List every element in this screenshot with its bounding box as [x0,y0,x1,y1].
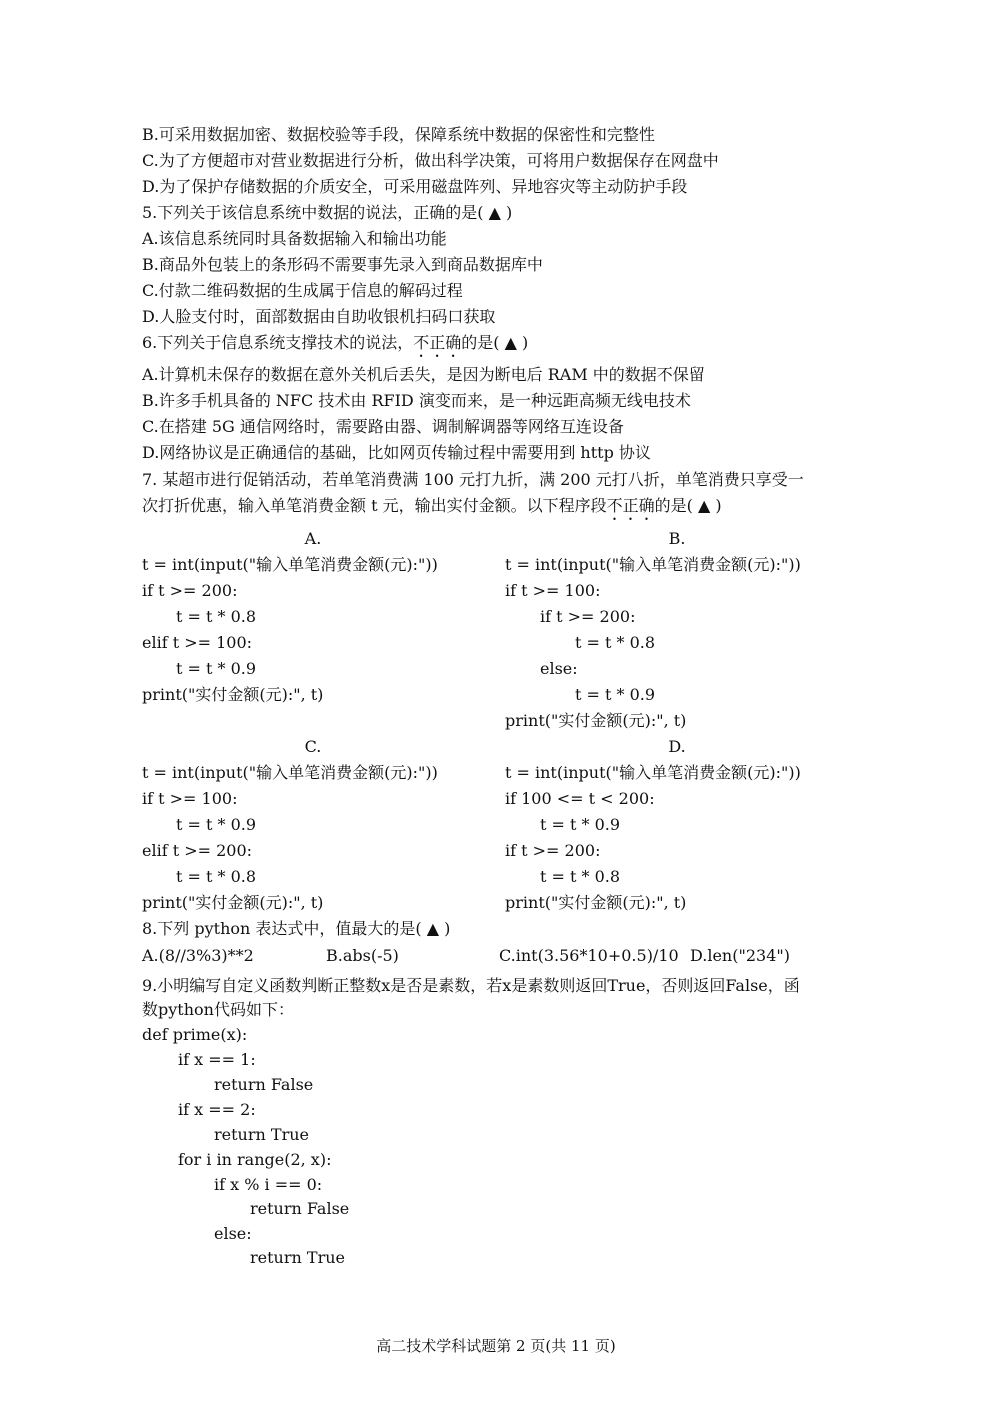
q8-option-d: D.len("234") [690,946,790,965]
q7-option-c-label: C. [304,737,322,756]
q7-b-code-line6: t = t * 0.9 [575,685,656,704]
q8-option-a: A.(8//3%3)**2 [142,946,254,965]
q5-option-a: A.该信息系统同时具备数据输入和输出功能 [142,229,447,248]
q6-option-a: A.计算机未保存的数据在意外关机后丢失，是因为断电后 RAM 中的数据不保留 [142,365,705,384]
q8-option-b: B.abs(-5) [326,946,399,965]
q8-stem: 8.下列 python 表达式中，值最大的是( ▲ ) [142,919,451,938]
q7-d-code-line4: if t >= 200: [505,841,601,860]
q9-code-line5: return True [214,1125,309,1144]
q5-option-b: B.商品外包装上的条形码不需要事先录入到商品数据库中 [142,255,543,274]
q9-code-line1: def prime(x): [142,1025,248,1044]
q6-option-c: C.在搭建 5G 通信网络时，需要路由器、调制解调器等网络互连设备 [142,417,624,436]
q7-c-code-line5: t = t * 0.8 [176,867,257,886]
q7-c-code-line2: if t >= 100: [142,789,238,808]
q7-a-code-line6: print("实付金额(元):", t) [142,685,324,704]
q9-code-line10: return True [250,1248,345,1267]
q7-b-code-line1: t = int(input("输入单笔消费金额(元):")) [505,555,801,574]
q7-b-code-line4: t = t * 0.8 [575,633,656,652]
q7-option-a-label: A. [304,529,322,548]
q7-b-code-line2: if t >= 100: [505,581,601,600]
q5-stem: 5.下列关于该信息系统中数据的说法，正确的是( ▲ ) [142,203,513,222]
q9-stem-line1: 9.小明编写自定义函数判断正整数x是否是素数，若x是素数则返回True，否则返回False，函 [142,976,800,995]
q9-code-line6: for i in range(2, x): [178,1150,332,1169]
q6-stem-post: 的是( ▲ ) [461,333,529,352]
q9-code-line8: return False [250,1199,350,1218]
q4-option-b: B.可采用数据加密、数据校验等手段，保障系统中数据的保密性和完整性 [142,125,655,144]
q9-code-line4: if x == 2: [178,1100,256,1119]
q9-code-line2: if x == 1: [178,1050,256,1069]
q7-stem-emphasis: 不正确 [606,496,655,515]
q9-code-line9: else: [214,1224,252,1243]
q7-a-code-line1: t = int(input("输入单笔消费金额(元):")) [142,555,438,574]
page-footer: 高二技术学科试题第 2 页(共 11 页) [376,1337,616,1355]
q7-option-b-label: B. [668,529,686,548]
q7-a-code-line2: if t >= 200: [142,581,238,600]
q6-stem [142,333,528,361]
q5-option-c: C.付款二维码数据的生成属于信息的解码过程 [142,281,463,300]
q7-d-code-line1: t = int(input("输入单笔消费金额(元):")) [505,763,801,782]
q7-stem-line1: 7. 某超市进行促销活动，若单笔消费满 100 元打九折，满 200 元打八折，单笔消费只享受一 [142,470,804,489]
q7-c-code-line6: print("实付金额(元):", t) [142,893,324,912]
q7-option-d-label: D. [668,737,686,756]
q7-b-code-line3: if t >= 200: [540,607,636,626]
q7-a-code-line3: t = t * 0.8 [176,607,257,626]
q9-code-line3: return False [214,1075,314,1094]
q4-option-d: D.为了保护存储数据的介质安全，可采用磁盘阵列、异地容灾等主动防护手段 [142,177,688,196]
q9-code-line7: if x % i == 0: [214,1175,323,1194]
q7-c-code-line3: t = t * 0.9 [176,815,257,834]
q7-d-code-line2: if 100 <= t < 200: [505,789,655,808]
q7-stem-pre: 次打折优惠，输入单笔消费金额 t 元，输出实付金额。以下程序段 [142,496,607,515]
q6-stem-pre: 6.下列关于信息系统支撑技术的说法， [142,333,414,352]
q7-a-code-line5: t = t * 0.9 [176,659,257,678]
q6-option-b: B.许多手机具备的 NFC 技术由 RFID 演变而来，是一种远距高频无线电技术 [142,391,691,410]
q6-option-d: D.网络协议是正确通信的基础，比如网页传输过程中需要用到 http 协议 [142,443,651,462]
q7-stem-post: 的是( ▲ ) [654,496,722,515]
q7-a-code-line4: elif t >= 100: [142,633,253,652]
q7-d-code-line3: t = t * 0.9 [540,815,621,834]
q7-d-code-line6: print("实付金额(元):", t) [505,893,687,912]
q5-option-d: D.人脸支付时，面部数据由自助收银机扫码口获取 [142,307,496,326]
q8-option-c: C.int(3.56*10+0.5)/10 [499,946,679,965]
q9-stem-line2: 数python代码如下： [142,1000,294,1019]
q7-c-code-line1: t = int(input("输入单笔消费金额(元):")) [142,763,438,782]
q6-stem-emphasis: 不正确 [413,333,462,352]
q7-d-code-line5: t = t * 0.8 [540,867,621,886]
q7-stem-line2 [142,496,722,524]
q4-option-c: C.为了方便超市对营业数据进行分析，做出科学决策，可将用户数据保存在网盘中 [142,151,719,170]
q7-c-code-line4: elif t >= 200: [142,841,253,860]
q7-b-code-line5: else: [540,659,578,678]
q7-b-code-line7: print("实付金额(元):", t) [505,711,687,730]
